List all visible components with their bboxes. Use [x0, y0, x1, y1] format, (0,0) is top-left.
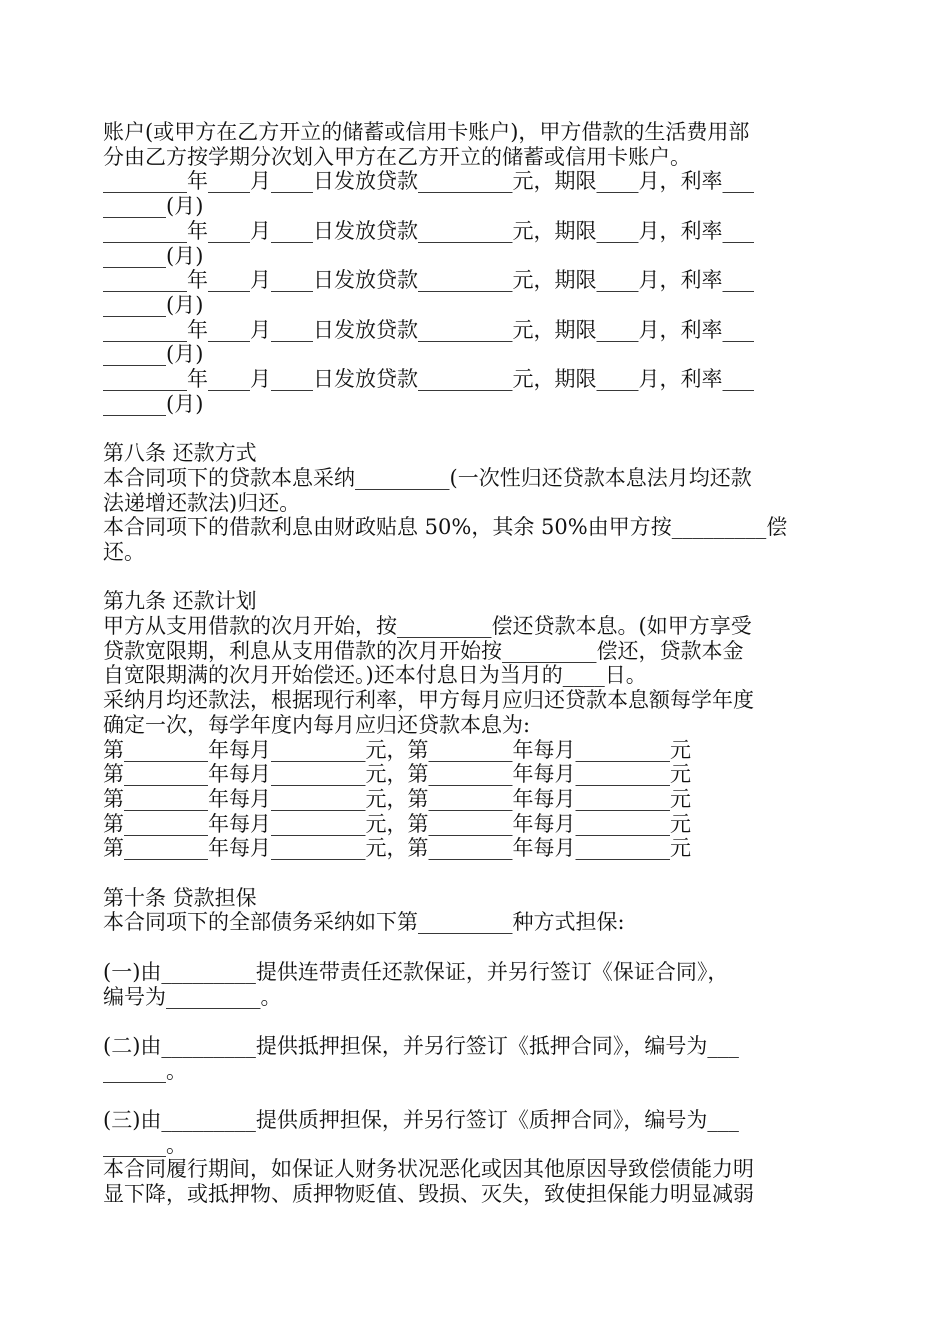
- document-line: 账户(或甲方在乙方开立的储蓄或信用卡账户)，甲方借款的生活费用部: [103, 120, 750, 144]
- document-line: ________年____月____日发放贷款_________元，期限____月，利率___: [103, 367, 754, 392]
- document-line: 贷款宽限期，利息从支用借款的次月开始按_________偿还，贷款本金: [103, 638, 744, 663]
- document-line: 采纳月均还款法，根据现行利率，甲方每月应归还贷款本息额每学年度: [103, 688, 754, 713]
- blank-line: [103, 861, 851, 886]
- document-line: 第________年每月_________元，第________年每月_________元: [103, 836, 691, 861]
- document-line: 还。: [103, 539, 145, 564]
- document-line: 甲方从支用借款的次月开始，按_________偿还贷款本息。(如甲方享受: [103, 614, 752, 639]
- document-line: ________年____月____日发放贷款_________元，期限____月，利率___: [103, 169, 754, 194]
- document-line: 确定一次，每学年度内每月应归还贷款本息为:: [103, 712, 531, 737]
- document-line: 分由乙方按学期分次划入甲方在乙方开立的储蓄或信用卡账户。: [103, 144, 691, 169]
- document-line: 自宽限期满的次月开始偿还。)还本付息日为当月的____日。: [103, 663, 647, 688]
- document-line: 本合同履行期间，如保证人财务状况恶化或因其他原因导致偿债能力明: [103, 1157, 754, 1182]
- document-line: ______(月): [103, 243, 204, 268]
- document-body: [103, 120, 851, 1207]
- document-line: 法递增还款法)归还。: [103, 490, 301, 515]
- document-line: ______(月): [103, 194, 204, 219]
- document-line: 显下降，或抵押物、质押物贬值、毁损、灭失，致使担保能力明显减弱: [103, 1182, 754, 1207]
- document-line: 第________年每月_________元，第________年每月_________元: [103, 762, 691, 787]
- document-line: ________年____月____日发放贷款_________元，期限____月，利率___: [103, 218, 754, 243]
- document-line: ______。: [103, 1058, 187, 1083]
- document-line: (二)由_________提供抵押担保，并另行签订《抵押合同》，编号为___: [103, 1033, 739, 1058]
- document-line: ________年____月____日发放贷款_________元，期限____月，利率___: [103, 317, 754, 342]
- document-line: 本合同项下的借款利息由财政贴息 50%，其余 50%由甲方按_________偿: [103, 515, 788, 540]
- document-line: 本合同项下的贷款本息采纳_________(一次性归还贷款本息法月均还款: [103, 465, 752, 490]
- document-line: ________年____月____日发放贷款_________元，期限____月，利率___: [103, 268, 754, 293]
- document-line: ______(月): [103, 292, 204, 317]
- document-line: 第________年每月_________元，第________年每月_________元: [103, 811, 691, 836]
- document-line: 编号为_________。: [103, 984, 282, 1009]
- document-line: 第________年每月_________元，第________年每月_________元: [103, 737, 691, 762]
- blank-line: [103, 1009, 851, 1034]
- blank-line: [103, 1083, 851, 1108]
- document-line: 第十条 贷款担保: [103, 885, 257, 910]
- document-line: 第九条 还款计划: [103, 589, 257, 614]
- blank-line: [103, 416, 851, 441]
- document-line: (一)由_________提供连带责任还款保证，并另行签订《保证合同》，: [103, 959, 729, 984]
- document-line: ______(月): [103, 342, 204, 367]
- document-line: (三)由_________提供质押担保，并另行签订《质押合同》，编号为___: [103, 1108, 739, 1133]
- blank-line: [103, 935, 851, 960]
- document-line: ______(月): [103, 391, 204, 416]
- blank-line: [103, 565, 851, 590]
- document-line: ______。: [103, 1132, 187, 1157]
- document-line: 第八条 还款方式: [103, 441, 257, 466]
- document-line: 本合同项下的全部债务采纳如下第_________种方式担保:: [103, 910, 625, 935]
- document-line: 第________年每月_________元，第________年每月_________元: [103, 786, 691, 811]
